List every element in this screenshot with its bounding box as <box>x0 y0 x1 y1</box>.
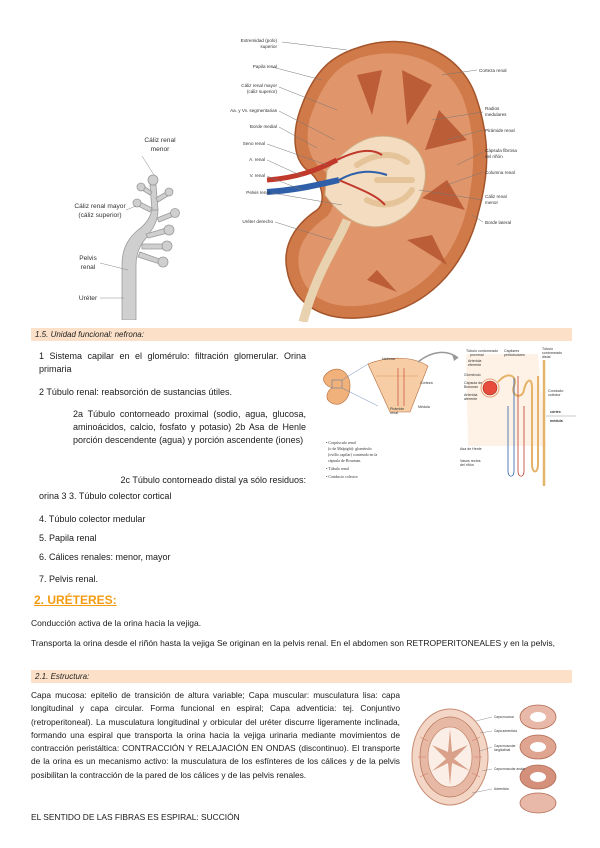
kidney-label: Cáliz renal <box>485 194 507 199</box>
nephron-label: Vasos rectos <box>460 459 481 463</box>
kidney-label: (cáliz superior) <box>246 89 277 94</box>
ureter-description: Transporta la orina desde el riñón hasta la vejiga Se originan en la pelvis renal. En el abdomen son RETROPERITONEALES y en la pelvis, <box>31 638 555 648</box>
nephron-label: aferente <box>464 397 478 401</box>
nephron-label: Corteza <box>420 381 433 385</box>
nephron-label: Bowman <box>464 385 478 389</box>
kidney-label: Borde medial <box>249 124 277 129</box>
kidney-label: Papila renal <box>252 64 277 69</box>
ureter-structure-body: Capa mucosa: epitelio de transición de altura variable; Capa muscular: musculatura lisa: capa longitudinal y capa circular. Forma funcional en espiral; Capa adventicia: tej. Conjuntivo (retroperitoneal). La musculatura longitudinal y orbicular del uréter discurre ligeramente inclinada, formando una espiral que transporta la orina hacia la vejiga urinaria mediante movimientos de contracción peristáltica: CONTRACCIÓN Y RELAJACIÓN EN ONDAS (discontinuo). El transporte de la orina es un mecanismo activo: la musculatura de los esfínteres de los cálices y de la pelvis posibilitan la contracción de la pared de los cálices y de las pelvis renales. <box>31 690 400 780</box>
kidney-label: Pirámide renal <box>485 128 515 133</box>
ureter-intro: Conducción activa de la orina hacia la vejiga. <box>31 618 202 628</box>
kidney-label: medulares <box>485 112 507 117</box>
nephron-label: médula <box>550 419 563 423</box>
nephron-label: Médula <box>418 405 430 409</box>
nephron-point-2c: 2c Túbulo contorneado distal ya sólo residuos: <box>120 475 306 485</box>
ureter-wall-label: longitudinal <box>494 748 511 752</box>
nephron-legend-item: cápsula de Bowman. <box>328 458 362 463</box>
nephron-legend-item: • Conducto colector <box>326 474 358 479</box>
nephron-label: distal <box>542 355 551 359</box>
calyx-label: Uréter <box>78 295 98 302</box>
ureter-wall-label: Capa mucosa <box>494 715 514 719</box>
nephron-label: del riñón <box>460 463 474 467</box>
ureter-wall-label: Capa adventicia <box>494 729 517 733</box>
nephron-label: Arteriola <box>464 393 478 397</box>
kidney-label: Aa. y Vv. segmentarias <box>230 108 277 113</box>
nephron-label: colector <box>548 393 561 397</box>
nephron-figure <box>318 346 580 496</box>
nephron-label: Cápsula de <box>464 381 483 385</box>
nephron-label: Asa de Henle <box>460 447 482 451</box>
nephron-label: eferente <box>468 363 482 367</box>
nephron-label: contorneado <box>542 351 562 355</box>
kidney-label: menor <box>485 200 499 205</box>
nephron-label: Capilares <box>504 349 520 353</box>
ureter-wall-label: Adventicia <box>494 787 509 791</box>
nephron-label: proximal <box>470 353 484 357</box>
section-2-1-title: 2.1. Estructura: <box>31 670 572 683</box>
kidney-label: Pelvis renal <box>246 190 270 195</box>
nephron-label: Túbulo <box>542 347 553 351</box>
calyx-label: Cáliz renal mayor <box>74 203 126 210</box>
nephron-label: Conducto <box>548 389 564 393</box>
kidney-label: A. renal <box>249 157 265 162</box>
ureter-wall-label: Capa muscular anular <box>494 767 526 771</box>
nephron-legend-item: (o de Malpighi): glomérulo <box>328 446 372 451</box>
nephron-label: Túbulo contorneado <box>466 349 498 353</box>
nephron-point-4: 4. Túbulo colector medular <box>39 514 146 524</box>
ureter-closing-note: EL SENTIDO DE LAS FIBRAS ES ESPIRAL: SUCCIÓN <box>31 812 240 822</box>
kidney-label: Seno renal <box>242 141 265 146</box>
kidney-section-figure <box>207 30 527 322</box>
calyx-label: menor <box>150 146 170 153</box>
nephron-point-2a-2b: 2a Túbulo contorneado proximal (sodio, agua, glucosa, aminoácidos, calcio, fosfato y potasio) 2b Asa de Henle porción descendente (agua) y porción ascendente (iones) <box>73 409 306 445</box>
kidney-label: Extremidad (polo) <box>240 38 277 43</box>
nephron-point-7: 7. Pelvis renal. <box>39 574 99 584</box>
nephron-point-5: 5. Papila renal <box>39 533 97 543</box>
nephron-point-3: orina 3 3. Túbulo colector cortical <box>39 491 172 501</box>
kidney-label: Uréter derecho <box>242 219 273 224</box>
calyx-label: Cáliz renal <box>144 137 176 144</box>
nephron-legend-item: (ovillo capilar) contenido en la <box>328 452 378 457</box>
nephron-label: córtex <box>550 410 561 414</box>
nephron-label: Arteriola <box>468 359 482 363</box>
nephron-point-2: 2 Túbulo renal: reabsorción de sustancias útiles. <box>39 387 232 397</box>
calyx-label: Pelvis <box>79 255 97 262</box>
kidney-label: del riñón <box>485 154 503 159</box>
kidney-label: Columna renal <box>485 170 515 175</box>
ureter-wall-figure <box>410 697 572 815</box>
kidney-label: Cáliz renal mayor <box>241 83 277 88</box>
kidney-label: Radios <box>485 106 500 111</box>
nephron-point-6: 6. Cálices renales: menor, mayor <box>39 552 171 562</box>
section-1-5-title: 1.5. Unidad funcional: nefrona: <box>31 328 572 341</box>
renal-calyx-figure <box>70 130 200 320</box>
nephron-legend-item: • Corpúsculo renal <box>326 440 356 445</box>
nephron-label: Pirámide <box>390 407 405 411</box>
kidney-label: V. renal <box>249 173 265 178</box>
kidney-label: Corteza renal <box>479 68 507 73</box>
calyx-label: renal <box>80 264 96 271</box>
nephron-label: Glomérulo <box>464 373 481 377</box>
nephron-legend-item: • Túbulo renal <box>326 466 349 471</box>
section-2-heading: 2. URÉTERES: <box>34 593 117 607</box>
calyx-label: (cáliz superior) <box>78 212 122 219</box>
kidney-label: Borde lateral <box>485 220 512 225</box>
nephron-point-1: 1 Sistema capilar en el glomérulo: filtración glomerular. Orina primaria <box>39 351 306 374</box>
ureter-wall-label: Capa muscular <box>494 744 516 748</box>
kidney-label: superior <box>260 44 277 49</box>
nephron-label: peritubulares <box>504 353 525 357</box>
nephron-label: renal <box>390 411 398 415</box>
nephron-label: Nefrona <box>382 357 395 361</box>
kidney-label: Cápsula fibrosa <box>485 148 517 153</box>
